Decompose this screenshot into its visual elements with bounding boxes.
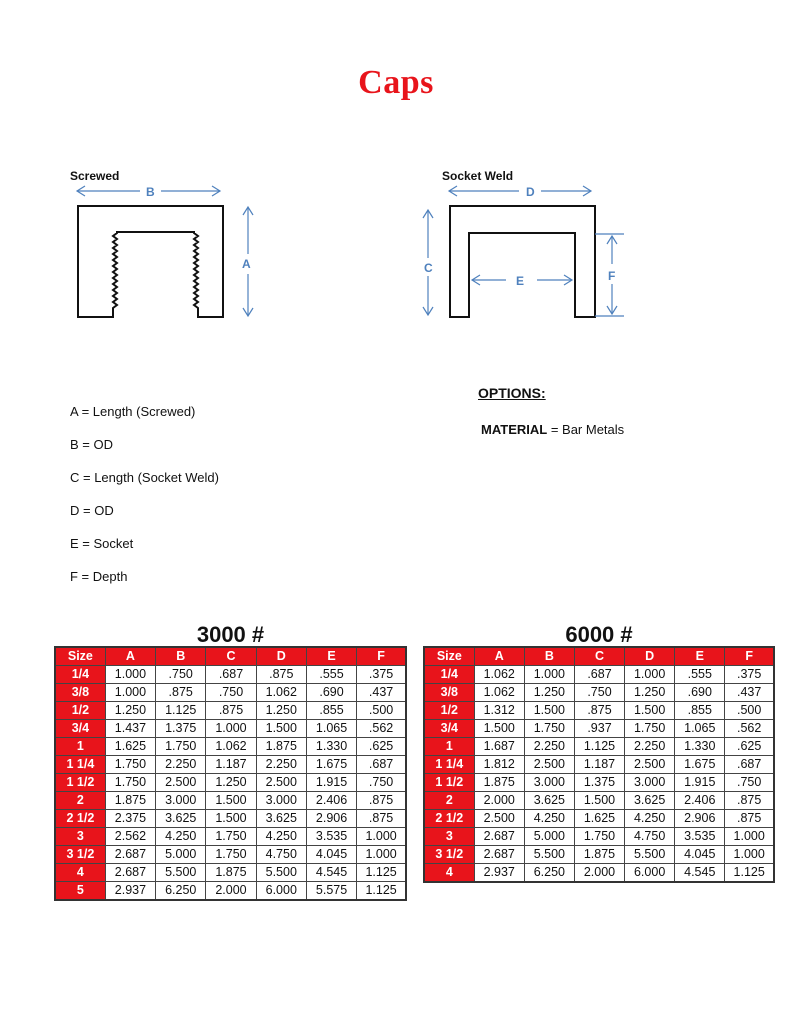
table-row xyxy=(424,756,774,774)
value-cell: 2.000 xyxy=(474,792,524,810)
dimension-a-label: A xyxy=(242,257,251,271)
value-cell: .625 xyxy=(357,738,406,756)
table-6000 xyxy=(423,646,775,883)
value-cell: .562 xyxy=(357,720,406,738)
table-row xyxy=(424,792,774,810)
column-header-size: Size xyxy=(424,647,474,666)
value-cell: 1.125 xyxy=(725,864,774,883)
value-cell: .875 xyxy=(256,666,306,684)
page-title: Caps xyxy=(358,64,434,101)
size-cell: 1 1/4 xyxy=(55,756,105,774)
value-cell: 1.062 xyxy=(474,666,524,684)
dimension-d-arrow xyxy=(449,186,591,196)
value-cell: 1.000 xyxy=(625,666,675,684)
value-cell: .750 xyxy=(206,684,256,702)
value-cell: 2.937 xyxy=(474,864,524,883)
value-cell: 4.545 xyxy=(306,864,356,882)
value-cell: 1.875 xyxy=(206,864,256,882)
value-cell: .500 xyxy=(357,702,406,720)
table-row xyxy=(55,756,406,774)
value-cell: 5.500 xyxy=(156,864,206,882)
value-cell: .855 xyxy=(675,702,725,720)
table-row xyxy=(55,846,406,864)
table-3000-title: 3000 # xyxy=(196,622,265,647)
legend-item: C = Length (Socket Weld) xyxy=(70,470,219,485)
value-cell: 2.250 xyxy=(256,756,306,774)
size-cell: 1/4 xyxy=(55,666,105,684)
column-header-b: B xyxy=(524,647,574,666)
value-cell: 1.750 xyxy=(156,738,206,756)
value-cell: 1.250 xyxy=(105,702,155,720)
value-cell: 3.625 xyxy=(625,792,675,810)
legend-item: B = OD xyxy=(70,437,113,452)
value-cell: 1.125 xyxy=(574,738,624,756)
table-row xyxy=(55,684,406,702)
value-cell: .690 xyxy=(675,684,725,702)
value-cell: .875 xyxy=(725,792,774,810)
value-cell: 1.875 xyxy=(105,792,155,810)
value-cell: 5.500 xyxy=(625,846,675,864)
size-cell: 4 xyxy=(55,864,105,882)
value-cell: .750 xyxy=(357,774,406,792)
size-cell: 5 xyxy=(55,882,105,901)
value-cell: 1.625 xyxy=(574,810,624,828)
value-cell: 2.250 xyxy=(524,738,574,756)
column-header-c: C xyxy=(206,647,256,666)
value-cell: 1.500 xyxy=(474,720,524,738)
value-cell: 6.000 xyxy=(256,882,306,901)
table-row xyxy=(55,774,406,792)
value-cell: 2.000 xyxy=(574,864,624,883)
value-cell: 3.535 xyxy=(306,828,356,846)
value-cell: 2.687 xyxy=(474,846,524,864)
value-cell: 2.500 xyxy=(524,756,574,774)
size-cell: 3 1/2 xyxy=(55,846,105,864)
value-cell: 1.375 xyxy=(156,720,206,738)
column-header-d: D xyxy=(625,647,675,666)
value-cell: 4.250 xyxy=(625,810,675,828)
value-cell: 1.750 xyxy=(524,720,574,738)
value-cell: 1.500 xyxy=(625,702,675,720)
value-cell: 3.625 xyxy=(524,792,574,810)
dimension-d-label: D xyxy=(526,185,535,199)
value-cell: .875 xyxy=(357,792,406,810)
value-cell: 6.250 xyxy=(524,864,574,883)
value-cell: 2.687 xyxy=(105,864,155,882)
value-cell: 1.125 xyxy=(156,702,206,720)
value-cell: .937 xyxy=(574,720,624,738)
value-cell: 1.062 xyxy=(256,684,306,702)
table-row xyxy=(424,846,774,864)
legend-item: D = OD xyxy=(70,503,114,518)
size-cell: 1/2 xyxy=(424,702,474,720)
size-cell: 1 1/4 xyxy=(424,756,474,774)
value-cell: 1.000 xyxy=(206,720,256,738)
table-row xyxy=(424,666,774,684)
value-cell: .875 xyxy=(206,702,256,720)
value-cell: 1.000 xyxy=(105,666,155,684)
value-cell: 5.500 xyxy=(524,846,574,864)
value-cell: 3.000 xyxy=(156,792,206,810)
value-cell: 1.500 xyxy=(206,810,256,828)
column-header-f: F xyxy=(725,647,774,666)
size-cell: 3 xyxy=(424,828,474,846)
value-cell: 1.375 xyxy=(574,774,624,792)
value-cell: 5.000 xyxy=(524,828,574,846)
table-row xyxy=(424,774,774,792)
table-row xyxy=(424,684,774,702)
value-cell: .875 xyxy=(357,810,406,828)
value-cell: 6.250 xyxy=(156,882,206,901)
value-cell: 1.500 xyxy=(574,792,624,810)
legend-item: A = Length (Screwed) xyxy=(70,404,196,419)
value-cell: 2.906 xyxy=(306,810,356,828)
value-cell: 1.187 xyxy=(206,756,256,774)
value-cell: 3.000 xyxy=(625,774,675,792)
value-cell: 1.675 xyxy=(306,756,356,774)
value-cell: .562 xyxy=(725,720,774,738)
value-cell: 5.500 xyxy=(256,864,306,882)
column-header-a: A xyxy=(105,647,155,666)
value-cell: .437 xyxy=(725,684,774,702)
value-cell: .690 xyxy=(306,684,356,702)
legend-item: E = Socket xyxy=(70,536,134,551)
value-cell: .555 xyxy=(675,666,725,684)
size-cell: 1 xyxy=(424,738,474,756)
value-cell: 1.062 xyxy=(474,684,524,702)
column-header-e: E xyxy=(675,647,725,666)
value-cell: 2.500 xyxy=(474,810,524,828)
value-cell: 1.065 xyxy=(306,720,356,738)
value-cell: 1.312 xyxy=(474,702,524,720)
size-cell: 3 xyxy=(55,828,105,846)
dimension-b-label: B xyxy=(146,185,155,199)
value-cell: 1.500 xyxy=(256,720,306,738)
size-cell: 2 xyxy=(424,792,474,810)
value-cell: 1.687 xyxy=(474,738,524,756)
value-cell: 1.875 xyxy=(474,774,524,792)
value-cell: 5.575 xyxy=(306,882,356,901)
value-cell: 5.000 xyxy=(156,846,206,864)
dimension-legend xyxy=(70,402,219,600)
value-cell: 1.500 xyxy=(206,792,256,810)
dimension-c-label: C xyxy=(424,261,433,275)
value-cell: 4.250 xyxy=(256,828,306,846)
table-row xyxy=(424,738,774,756)
value-cell: 4.045 xyxy=(306,846,356,864)
column-header-f: F xyxy=(357,647,406,666)
value-cell: .875 xyxy=(725,810,774,828)
value-cell: 1.500 xyxy=(524,702,574,720)
size-cell: 1 1/2 xyxy=(424,774,474,792)
dimension-f-label: F xyxy=(608,269,616,283)
value-cell: 4.545 xyxy=(675,864,725,883)
size-cell: 4 xyxy=(424,864,474,883)
value-cell: 2.406 xyxy=(306,792,356,810)
screwed-diagram-label: Screwed xyxy=(70,169,120,183)
table-row xyxy=(55,828,406,846)
table-row xyxy=(424,828,774,846)
value-cell: 1.250 xyxy=(206,774,256,792)
socket-weld-diagram-label: Socket Weld xyxy=(442,169,514,183)
table-header-row xyxy=(424,647,774,666)
size-cell: 2 1/2 xyxy=(55,810,105,828)
value-cell: 3.000 xyxy=(256,792,306,810)
value-cell: 4.045 xyxy=(675,846,725,864)
size-cell: 1 1/2 xyxy=(55,774,105,792)
column-header-d: D xyxy=(256,647,306,666)
size-cell: 1/4 xyxy=(424,666,474,684)
screwed-cap-outline xyxy=(78,206,223,317)
value-cell: .687 xyxy=(574,666,624,684)
value-cell: 1.000 xyxy=(725,828,774,846)
table-row xyxy=(424,864,774,883)
table-row xyxy=(55,666,406,684)
value-cell: .437 xyxy=(357,684,406,702)
value-cell: 1.000 xyxy=(357,828,406,846)
value-cell: 2.000 xyxy=(206,882,256,901)
value-cell: 1.000 xyxy=(105,684,155,702)
value-cell: 3.535 xyxy=(675,828,725,846)
table-row xyxy=(55,864,406,882)
table-row xyxy=(55,702,406,720)
value-cell: .375 xyxy=(725,666,774,684)
value-cell: 1.915 xyxy=(306,774,356,792)
value-cell: 1.000 xyxy=(725,846,774,864)
column-header-size: Size xyxy=(55,647,105,666)
value-cell: 1.812 xyxy=(474,756,524,774)
value-cell: .875 xyxy=(156,684,206,702)
screwed-cap-diagram xyxy=(60,180,280,330)
table-row xyxy=(55,792,406,810)
value-cell: .750 xyxy=(725,774,774,792)
dimension-e-label: E xyxy=(516,274,525,288)
size-cell: 3/8 xyxy=(424,684,474,702)
value-cell: 1.915 xyxy=(675,774,725,792)
socket-weld-cap-outline xyxy=(450,206,595,317)
value-cell: .855 xyxy=(306,702,356,720)
options-heading: OPTIONS: xyxy=(478,385,546,401)
column-header-b: B xyxy=(156,647,206,666)
value-cell: 2.500 xyxy=(156,774,206,792)
value-cell: 1.250 xyxy=(256,702,306,720)
value-cell: .375 xyxy=(357,666,406,684)
value-cell: 1.750 xyxy=(625,720,675,738)
value-cell: 3.625 xyxy=(256,810,306,828)
value-cell: 2.250 xyxy=(625,738,675,756)
value-cell: 1.750 xyxy=(105,774,155,792)
value-cell: 4.250 xyxy=(156,828,206,846)
value-cell: 1.875 xyxy=(256,738,306,756)
value-cell: .687 xyxy=(725,756,774,774)
value-cell: 1.125 xyxy=(357,864,406,882)
value-cell: 1.750 xyxy=(206,828,256,846)
value-cell: 2.375 xyxy=(105,810,155,828)
material-value: = Bar Metals xyxy=(547,422,625,437)
size-cell: 1 xyxy=(55,738,105,756)
value-cell: 1.187 xyxy=(574,756,624,774)
value-cell: .750 xyxy=(156,666,206,684)
value-cell: 1.065 xyxy=(675,720,725,738)
value-cell: .500 xyxy=(725,702,774,720)
value-cell: .875 xyxy=(574,702,624,720)
table-row xyxy=(55,810,406,828)
size-cell: 3/8 xyxy=(55,684,105,702)
size-cell: 2 xyxy=(55,792,105,810)
size-cell: 1/2 xyxy=(55,702,105,720)
value-cell: 2.562 xyxy=(105,828,155,846)
value-cell: 1.437 xyxy=(105,720,155,738)
value-cell: 3.000 xyxy=(524,774,574,792)
table-row xyxy=(424,810,774,828)
value-cell: .687 xyxy=(357,756,406,774)
socket-weld-cap-diagram xyxy=(415,180,645,330)
table-6000-title: 6000 # xyxy=(565,622,633,647)
table-row xyxy=(55,738,406,756)
size-cell: 3/4 xyxy=(55,720,105,738)
value-cell: 1.000 xyxy=(357,846,406,864)
legend-item: F = Depth xyxy=(70,569,128,584)
value-cell: 1.125 xyxy=(357,882,406,901)
material-key: MATERIAL xyxy=(481,422,548,437)
value-cell: 1.330 xyxy=(306,738,356,756)
value-cell: 1.750 xyxy=(574,828,624,846)
value-cell: 2.687 xyxy=(105,846,155,864)
value-cell: .687 xyxy=(206,666,256,684)
column-header-a: A xyxy=(474,647,524,666)
value-cell: 2.937 xyxy=(105,882,155,901)
value-cell: 2.250 xyxy=(156,756,206,774)
value-cell: 1.250 xyxy=(625,684,675,702)
value-cell: 1.875 xyxy=(574,846,624,864)
value-cell: 4.250 xyxy=(524,810,574,828)
value-cell: 2.500 xyxy=(625,756,675,774)
table-row xyxy=(55,882,406,901)
value-cell: 1.750 xyxy=(105,756,155,774)
value-cell: 4.750 xyxy=(256,846,306,864)
column-header-c: C xyxy=(574,647,624,666)
table-header-row xyxy=(55,647,406,666)
value-cell: 2.500 xyxy=(256,774,306,792)
table-3000 xyxy=(54,646,407,901)
size-cell: 2 1/2 xyxy=(424,810,474,828)
value-cell: 1.675 xyxy=(675,756,725,774)
value-cell: .625 xyxy=(725,738,774,756)
column-header-e: E xyxy=(306,647,356,666)
value-cell: 6.000 xyxy=(625,864,675,883)
value-cell: .750 xyxy=(574,684,624,702)
value-cell: 2.406 xyxy=(675,792,725,810)
table-row xyxy=(424,720,774,738)
value-cell: 2.906 xyxy=(675,810,725,828)
material-option xyxy=(481,422,624,437)
size-cell: 3 1/2 xyxy=(424,846,474,864)
value-cell: 3.625 xyxy=(156,810,206,828)
table-row xyxy=(55,720,406,738)
value-cell: 1.330 xyxy=(675,738,725,756)
value-cell: 2.687 xyxy=(474,828,524,846)
value-cell: 1.062 xyxy=(206,738,256,756)
value-cell: 1.750 xyxy=(206,846,256,864)
value-cell: 1.250 xyxy=(524,684,574,702)
table-row xyxy=(424,702,774,720)
value-cell: 1.000 xyxy=(524,666,574,684)
value-cell: 1.625 xyxy=(105,738,155,756)
size-cell: 3/4 xyxy=(424,720,474,738)
value-cell: 4.750 xyxy=(625,828,675,846)
value-cell: .555 xyxy=(306,666,356,684)
